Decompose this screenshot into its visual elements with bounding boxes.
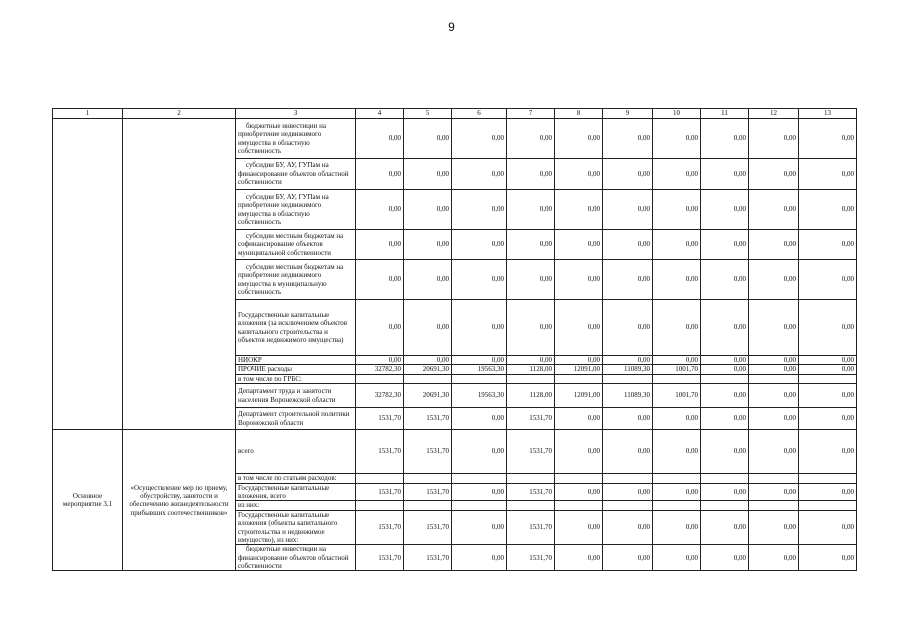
value-cell: 0,00 bbox=[356, 300, 404, 356]
value-cell: 20691,30 bbox=[404, 365, 452, 374]
value-cell bbox=[701, 374, 749, 383]
value-cell: 32782,30 bbox=[356, 384, 404, 408]
value-cell: 0,00 bbox=[701, 545, 749, 571]
value-cell: 0,00 bbox=[799, 119, 857, 159]
value-cell: 0,00 bbox=[507, 190, 555, 230]
value-cell: 0,00 bbox=[452, 190, 507, 230]
value-cell: 0,00 bbox=[404, 159, 452, 190]
value-cell: 0,00 bbox=[799, 384, 857, 408]
value-cell: 0,00 bbox=[701, 365, 749, 374]
value-cell: 0,00 bbox=[701, 384, 749, 408]
value-cell bbox=[404, 374, 452, 383]
value-cell: 0,00 bbox=[653, 119, 701, 159]
value-cell: 0,00 bbox=[555, 159, 603, 190]
value-cell: 0,00 bbox=[404, 300, 452, 356]
value-cell: 1001,70 bbox=[653, 365, 701, 374]
value-cell: 0,00 bbox=[653, 190, 701, 230]
column-header: 1 bbox=[53, 109, 123, 119]
value-cell bbox=[701, 501, 749, 510]
row-label: Департамент строительной политики Воронежской области bbox=[236, 408, 356, 430]
value-cell bbox=[749, 474, 799, 483]
event-cell bbox=[53, 119, 123, 430]
value-cell bbox=[653, 474, 701, 483]
value-cell: 0,00 bbox=[701, 230, 749, 260]
value-cell: 0,00 bbox=[799, 230, 857, 260]
value-cell bbox=[701, 474, 749, 483]
value-cell: 0,00 bbox=[452, 510, 507, 545]
value-cell: 0,00 bbox=[749, 230, 799, 260]
value-cell: 0,00 bbox=[555, 510, 603, 545]
value-cell: 1531,70 bbox=[507, 408, 555, 430]
value-cell: 0,00 bbox=[653, 300, 701, 356]
value-cell: 0,00 bbox=[452, 260, 507, 300]
value-cell bbox=[603, 474, 653, 483]
value-cell: 0,00 bbox=[555, 230, 603, 260]
value-cell: 0,00 bbox=[799, 356, 857, 365]
value-cell: 0,00 bbox=[799, 300, 857, 356]
value-cell: 0,00 bbox=[452, 408, 507, 430]
value-cell: 0,00 bbox=[701, 260, 749, 300]
column-header: 6 bbox=[452, 109, 507, 119]
row-label: из них: bbox=[236, 501, 356, 510]
value-cell: 0,00 bbox=[452, 545, 507, 571]
value-cell: 0,00 bbox=[404, 119, 452, 159]
value-cell: 1531,70 bbox=[356, 430, 404, 474]
value-cell: 0,00 bbox=[603, 260, 653, 300]
value-cell: 1531,70 bbox=[404, 430, 452, 474]
budget-table bbox=[52, 108, 857, 571]
value-cell: 0,00 bbox=[555, 483, 603, 501]
value-cell: 0,00 bbox=[749, 510, 799, 545]
value-cell bbox=[555, 374, 603, 383]
value-cell: 0,00 bbox=[356, 190, 404, 230]
value-cell: 0,00 bbox=[603, 119, 653, 159]
value-cell: 11089,30 bbox=[603, 365, 653, 374]
value-cell: 0,00 bbox=[452, 119, 507, 159]
value-cell: 0,00 bbox=[749, 545, 799, 571]
value-cell: 32782,30 bbox=[356, 365, 404, 374]
value-cell: 0,00 bbox=[799, 430, 857, 474]
value-cell: 0,00 bbox=[749, 300, 799, 356]
value-cell: 0,00 bbox=[555, 119, 603, 159]
value-cell bbox=[356, 374, 404, 383]
value-cell: 0,00 bbox=[603, 408, 653, 430]
value-cell: 0,00 bbox=[799, 510, 857, 545]
value-cell: 1531,70 bbox=[356, 545, 404, 571]
value-cell: 0,00 bbox=[356, 356, 404, 365]
value-cell: 0,00 bbox=[701, 430, 749, 474]
row-label: субсидии БУ, АУ, ГУПам на финансирование объектов областной собственности bbox=[236, 159, 356, 190]
value-cell: 19563,30 bbox=[452, 365, 507, 374]
value-cell bbox=[603, 501, 653, 510]
value-cell bbox=[555, 501, 603, 510]
value-cell: 0,00 bbox=[507, 300, 555, 356]
value-cell: 0,00 bbox=[799, 408, 857, 430]
value-cell: 0,00 bbox=[555, 356, 603, 365]
value-cell: 0,00 bbox=[749, 119, 799, 159]
column-header: 11 bbox=[701, 109, 749, 119]
value-cell: 0,00 bbox=[799, 365, 857, 374]
row-label: всего bbox=[236, 430, 356, 474]
column-header: 8 bbox=[555, 109, 603, 119]
value-cell: 1531,70 bbox=[356, 483, 404, 501]
row-label: субсидии местным бюджетам на софинансирование объектов муниципальной собственности bbox=[236, 230, 356, 260]
value-cell: 0,00 bbox=[507, 230, 555, 260]
value-cell: 0,00 bbox=[749, 159, 799, 190]
value-cell: 0,00 bbox=[701, 159, 749, 190]
column-header: 3 bbox=[236, 109, 356, 119]
value-cell: 0,00 bbox=[507, 159, 555, 190]
value-cell: 0,00 bbox=[603, 483, 653, 501]
value-cell: 0,00 bbox=[404, 190, 452, 230]
value-cell bbox=[799, 474, 857, 483]
value-cell bbox=[404, 474, 452, 483]
value-cell: 0,00 bbox=[799, 483, 857, 501]
value-cell bbox=[603, 374, 653, 383]
value-cell bbox=[799, 374, 857, 383]
value-cell: 0,00 bbox=[653, 545, 701, 571]
value-cell: 0,00 bbox=[356, 260, 404, 300]
value-cell bbox=[507, 474, 555, 483]
value-cell: 1531,70 bbox=[404, 510, 452, 545]
value-cell: 0,00 bbox=[603, 190, 653, 230]
value-cell: 1531,70 bbox=[507, 483, 555, 501]
value-cell: 0,00 bbox=[356, 159, 404, 190]
value-cell: 12091,00 bbox=[555, 365, 603, 374]
column-header: 7 bbox=[507, 109, 555, 119]
value-cell bbox=[452, 501, 507, 510]
value-cell: 0,00 bbox=[653, 430, 701, 474]
value-cell: 0,00 bbox=[701, 300, 749, 356]
value-cell bbox=[404, 501, 452, 510]
table-row bbox=[53, 119, 857, 159]
value-cell: 0,00 bbox=[749, 384, 799, 408]
row-label: НИОКР bbox=[236, 356, 356, 365]
value-cell: 0,00 bbox=[653, 510, 701, 545]
value-cell bbox=[452, 474, 507, 483]
value-cell: 0,00 bbox=[507, 356, 555, 365]
value-cell: 0,00 bbox=[701, 356, 749, 365]
value-cell: 0,00 bbox=[749, 365, 799, 374]
value-cell: 0,00 bbox=[603, 545, 653, 571]
page-number: 9 bbox=[448, 20, 455, 34]
event-cell: Основное мероприятие 3.1 bbox=[53, 430, 123, 571]
value-cell bbox=[356, 501, 404, 510]
value-cell: 0,00 bbox=[653, 408, 701, 430]
value-cell: 0,00 bbox=[799, 190, 857, 230]
value-cell: 0,00 bbox=[799, 159, 857, 190]
value-cell: 0,00 bbox=[603, 230, 653, 260]
value-cell: 0,00 bbox=[603, 510, 653, 545]
row-label: Департамент труда и занятости населения Воронежской области bbox=[236, 384, 356, 408]
value-cell: 0,00 bbox=[555, 260, 603, 300]
value-cell: 11089,30 bbox=[603, 384, 653, 408]
column-header: 2 bbox=[123, 109, 236, 119]
value-cell: 0,00 bbox=[452, 430, 507, 474]
header-row bbox=[53, 109, 857, 119]
value-cell: 1531,70 bbox=[404, 545, 452, 571]
value-cell: 0,00 bbox=[749, 190, 799, 230]
value-cell: 0,00 bbox=[603, 159, 653, 190]
value-cell: 0,00 bbox=[653, 230, 701, 260]
value-cell: 0,00 bbox=[603, 300, 653, 356]
value-cell: 0,00 bbox=[799, 545, 857, 571]
row-label: в том числе по статьям расходов: bbox=[236, 474, 356, 483]
row-label: субсидии местным бюджетам на приобретение недвижимого имущества в муниципальную собственность bbox=[236, 260, 356, 300]
column-header: 12 bbox=[749, 109, 799, 119]
value-cell: 1531,70 bbox=[356, 408, 404, 430]
value-cell: 0,00 bbox=[404, 356, 452, 365]
column-header: 10 bbox=[653, 109, 701, 119]
column-header: 9 bbox=[603, 109, 653, 119]
value-cell: 1531,70 bbox=[507, 545, 555, 571]
value-cell: 0,00 bbox=[749, 408, 799, 430]
value-cell bbox=[507, 374, 555, 383]
value-cell: 0,00 bbox=[555, 430, 603, 474]
value-cell: 0,00 bbox=[555, 300, 603, 356]
value-cell: 0,00 bbox=[507, 260, 555, 300]
value-cell: 0,00 bbox=[555, 545, 603, 571]
value-cell bbox=[507, 501, 555, 510]
value-cell: 19563,30 bbox=[452, 384, 507, 408]
value-cell bbox=[452, 374, 507, 383]
value-cell bbox=[555, 474, 603, 483]
row-label: ПРОЧИЕ расходы bbox=[236, 365, 356, 374]
value-cell: 0,00 bbox=[452, 159, 507, 190]
value-cell: 0,00 bbox=[749, 430, 799, 474]
value-cell: 1531,70 bbox=[404, 408, 452, 430]
value-cell: 0,00 bbox=[749, 260, 799, 300]
table-row bbox=[53, 430, 857, 474]
value-cell: 1128,00 bbox=[507, 365, 555, 374]
value-cell bbox=[799, 501, 857, 510]
value-cell: 0,00 bbox=[749, 483, 799, 501]
value-cell: 0,00 bbox=[603, 356, 653, 365]
value-cell: 0,00 bbox=[653, 483, 701, 501]
column-header: 5 bbox=[404, 109, 452, 119]
value-cell: 0,00 bbox=[404, 260, 452, 300]
value-cell: 0,00 bbox=[555, 408, 603, 430]
row-label: Государственные капитальные вложения (за исключением объектов капитального строительства и объектов недвижимого имущества) bbox=[236, 300, 356, 356]
value-cell: 1531,70 bbox=[507, 510, 555, 545]
value-cell bbox=[749, 374, 799, 383]
value-cell: 0,00 bbox=[452, 483, 507, 501]
row-label: Государственные капитальные вложения, всего bbox=[236, 483, 356, 501]
column-header: 13 bbox=[799, 109, 857, 119]
value-cell: 0,00 bbox=[356, 230, 404, 260]
row-label: субсидии БУ, АУ, ГУПам на приобретение недвижимого имущества в областную собственность bbox=[236, 190, 356, 230]
value-cell: 0,00 bbox=[701, 119, 749, 159]
value-cell: 1531,70 bbox=[507, 430, 555, 474]
value-cell: 0,00 bbox=[452, 356, 507, 365]
value-cell: 0,00 bbox=[555, 190, 603, 230]
value-cell: 0,00 bbox=[701, 408, 749, 430]
column-header: 4 bbox=[356, 109, 404, 119]
value-cell: 0,00 bbox=[653, 356, 701, 365]
title-cell: «Осуществление мер по приему, обустройству, занятости и обеспечению жизнедеятельности прибывших соотечественников» bbox=[123, 430, 236, 571]
value-cell: 0,00 bbox=[799, 260, 857, 300]
row-label: бюджетные инвестиции на финансирование объектов областной собственности bbox=[236, 545, 356, 571]
row-label: бюджетные инвестиции на приобретение недвижимого имущества в областную собственность bbox=[236, 119, 356, 159]
value-cell: 0,00 bbox=[701, 190, 749, 230]
value-cell: 0,00 bbox=[404, 230, 452, 260]
value-cell: 0,00 bbox=[653, 260, 701, 300]
value-cell: 0,00 bbox=[603, 430, 653, 474]
value-cell: 0,00 bbox=[507, 119, 555, 159]
value-cell: 1128,00 bbox=[507, 384, 555, 408]
value-cell: 0,00 bbox=[452, 300, 507, 356]
value-cell: 0,00 bbox=[356, 119, 404, 159]
value-cell: 0,00 bbox=[452, 230, 507, 260]
value-cell bbox=[653, 374, 701, 383]
value-cell: 0,00 bbox=[653, 159, 701, 190]
value-cell: 12091,00 bbox=[555, 384, 603, 408]
value-cell: 20691,30 bbox=[404, 384, 452, 408]
value-cell: 1531,70 bbox=[356, 510, 404, 545]
row-label: Государственные капитальные вложения (объекты капитального строительства и недвижимое имущество), из них: bbox=[236, 510, 356, 545]
value-cell: 1001,70 bbox=[653, 384, 701, 408]
value-cell: 0,00 bbox=[701, 510, 749, 545]
value-cell: 0,00 bbox=[701, 483, 749, 501]
value-cell: 1531,70 bbox=[404, 483, 452, 501]
title-cell bbox=[123, 119, 236, 430]
row-label: в том числе по ГРБС: bbox=[236, 374, 356, 383]
value-cell bbox=[653, 501, 701, 510]
value-cell: 0,00 bbox=[749, 356, 799, 365]
value-cell bbox=[356, 474, 404, 483]
value-cell bbox=[749, 501, 799, 510]
